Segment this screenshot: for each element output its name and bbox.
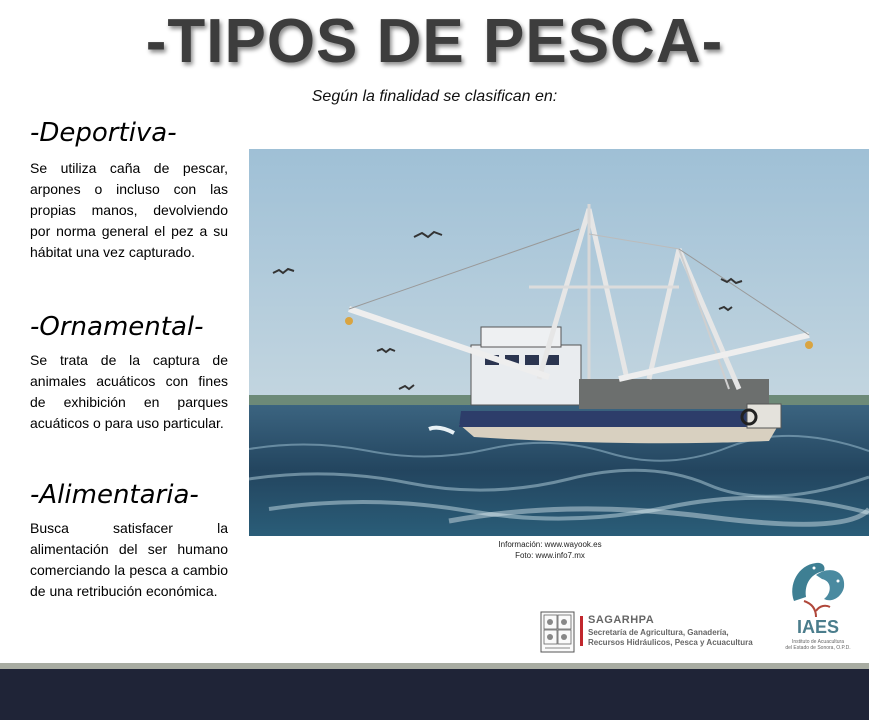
iaes-fish-logo-icon	[786, 557, 848, 619]
iaes-desc-line1: Instituto de Acuacultura	[792, 639, 844, 645]
info-credit: Información: www.wayook.es	[498, 540, 602, 549]
section-text-deportiva: Se utiliza caña de pescar, arpones o incluso con las propias manos, devolviendo por norma general el pez a su hábitat una vez capturado.	[30, 160, 228, 260]
section-text-alimentaria: Busca satisfacer la alimentación del ser humano comerciando la pesca a cambio de una retribución económica.	[30, 520, 228, 599]
photo-credit: Foto: www.info7.mx	[515, 551, 585, 560]
sagarhpa-name: SAGARHPA	[588, 614, 655, 626]
sagarhpa-divider	[580, 616, 583, 646]
footer-bar	[0, 669, 869, 720]
page-subtitle: Según la finalidad se clasifican en:	[311, 88, 558, 105]
sagarhpa-description	[588, 628, 753, 648]
sagarhpa-desc-line1: Secretaría de Agricultura, Ganadería,	[588, 628, 729, 637]
section-heading-ornamental: -Ornamental-	[30, 312, 204, 342]
iaes-desc-line2: del Estado de Sonora, O.P.D.	[785, 645, 851, 651]
section-heading-deportiva: -Deportiva-	[30, 118, 177, 148]
iaes-name: IAES	[796, 617, 839, 637]
fishing-boat-photo	[249, 149, 869, 536]
iaes-description	[778, 639, 858, 651]
section-heading-alimentaria: -Alimentaria-	[30, 480, 199, 510]
image-credits	[400, 539, 700, 561]
sonora-emblem-icon	[540, 611, 575, 653]
sagarhpa-desc-line2: Recursos Hidráulicos, Pesca y Acuacultura	[588, 638, 753, 647]
section-text-ornamental: Se trata de la captura de animales acuáticos con fines de exhibición en parques acuáticos o para uso particular.	[30, 352, 228, 431]
page-title: -TIPOS DE PESCA-	[145, 7, 724, 76]
